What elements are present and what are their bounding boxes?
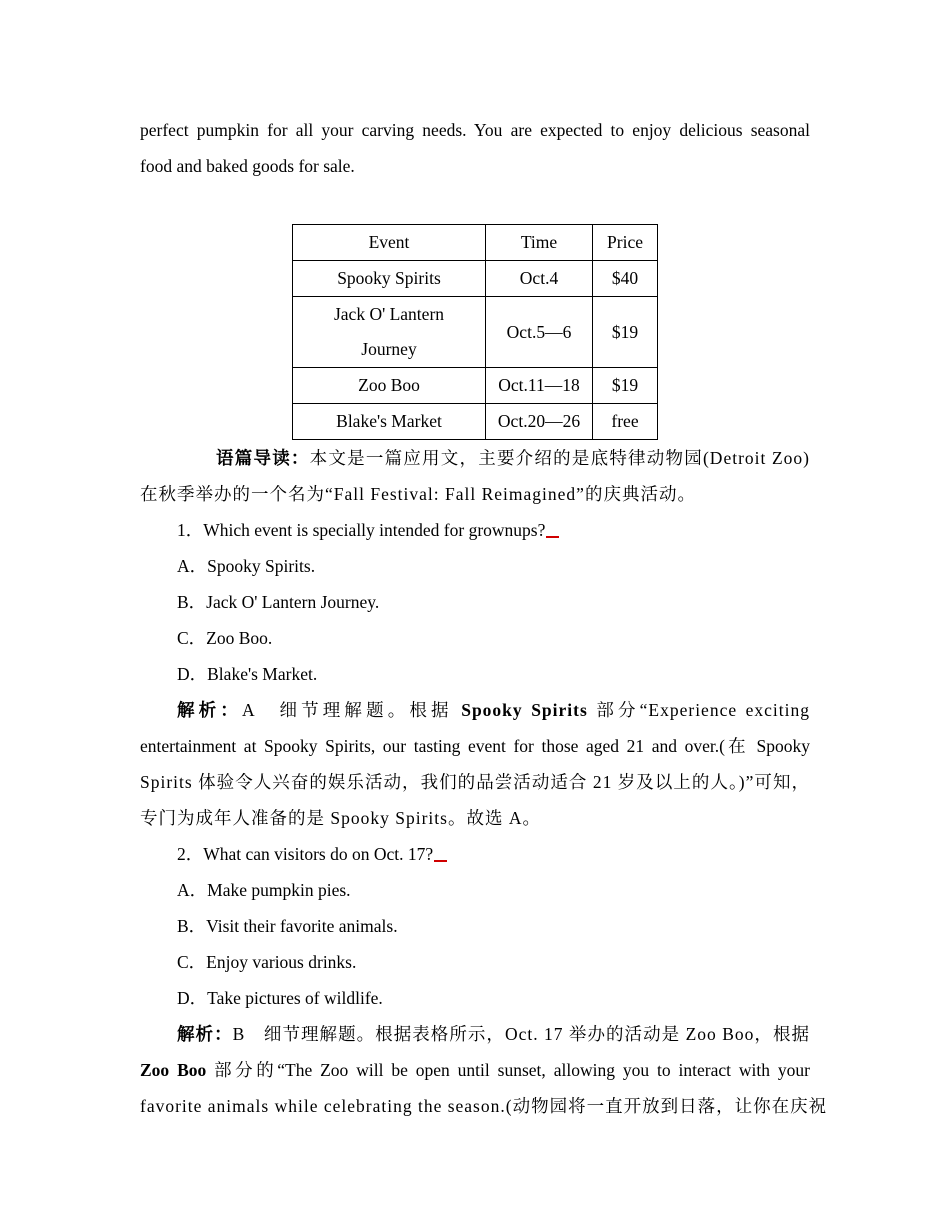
cell-event-line: Journey: [361, 339, 417, 359]
cell-price: $19: [593, 297, 658, 368]
header-event: Event: [293, 225, 486, 261]
cell-price: $19: [593, 368, 658, 404]
table-row: [293, 368, 658, 404]
table-row: [293, 297, 658, 368]
analysis-2-line-2: [140, 1052, 810, 1088]
answer-blank[interactable]: [546, 518, 559, 538]
analysis-1-text-a: A 细节理解题。根据: [241, 700, 453, 720]
option-a: A．Make pumpkin pies.: [177, 880, 351, 900]
option-a: A．Spooky Spirits.: [177, 556, 316, 576]
cell-event: Zoo Boo: [293, 368, 486, 404]
table-row: [293, 261, 658, 297]
question-1-stem: [140, 512, 810, 548]
cell-price: $40: [593, 261, 658, 297]
cell-time: Oct.4: [486, 261, 593, 297]
analysis-2-bold: Zoo Boo: [140, 1060, 207, 1080]
guide-text-1: 本文是一篇应用文，主要介绍的是底特律动物园(Detroit Zoo): [309, 448, 810, 468]
analysis-label: 解析：: [177, 700, 242, 720]
guide-line-1: [140, 440, 810, 476]
cell-time: Oct.11—18: [486, 368, 593, 404]
analysis-1-line-2: entertainment at Spooky Spirits, our tasting event for those aged 21 and over.(在 Spooky: [140, 736, 810, 756]
analysis-2-line-1: [140, 1016, 810, 1052]
analysis-2-text-b: 部分的“The Zoo will be open until sunset, allowing you to interact with your: [214, 1060, 810, 1080]
option-c: C．Zoo Boo.: [177, 628, 273, 648]
header-price: Price: [593, 225, 658, 261]
analysis-1-line-4: 专门为成年人准备的是 Spooky Spirits。故选 A。: [140, 808, 541, 828]
analysis-label: 解析：: [177, 1024, 233, 1044]
cell-event: Blake's Market: [293, 404, 486, 440]
analysis-1-text-b: 部分“Experience exciting: [596, 700, 811, 720]
option-b: B．Jack O' Lantern Journey.: [177, 592, 380, 612]
guide-line-2: 在秋季举办的一个名为“Fall Festival: Fall Reimagined”的庆典活动。: [140, 484, 696, 504]
analysis-2-line-3: favorite animals while celebrating the season.(动物园将一直开放到日落，让你在庆祝: [140, 1096, 828, 1116]
intro-line-2: food and baked goods for sale.: [140, 156, 355, 176]
question-1-text: 1．Which event is specially intended for grownups?: [177, 520, 546, 540]
events-table: [292, 224, 658, 440]
cell-time: Oct.20—26: [486, 404, 593, 440]
question-2-text: 2．What can visitors do on Oct. 17?: [177, 844, 434, 864]
table-row: [293, 404, 658, 440]
header-time: Time: [486, 225, 593, 261]
option-c: C．Enjoy various drinks.: [177, 952, 357, 972]
document-page: [140, 112, 828, 1124]
analysis-2-text-a: B 细节理解题。根据表格所示，Oct. 17 举办的活动是 Zoo Boo，根据: [232, 1024, 811, 1044]
answer-blank[interactable]: [434, 842, 447, 862]
analysis-1-line-3: Spirits 体验令人兴奋的娱乐活动，我们的品尝活动适合 21 岁及以上的人。)”可知，: [140, 772, 810, 792]
table-header-row: [293, 225, 658, 261]
cell-event: Spooky Spirits: [293, 261, 486, 297]
cell-event-line: Jack O' Lantern: [333, 304, 445, 324]
cell-price: free: [593, 404, 658, 440]
option-d: D．Blake's Market.: [177, 664, 318, 684]
intro-line-1: perfect pumpkin for all your carving needs. You are expected to enjoy delicious seasonal: [140, 120, 810, 140]
guide-label: 语篇导读：: [216, 448, 310, 468]
analysis-1-line-1: [140, 692, 810, 728]
analysis-1-bold: Spooky Spirits: [461, 700, 588, 720]
cell-event: [293, 297, 486, 368]
cell-time: Oct.5—6: [486, 297, 593, 368]
option-b: B．Visit their favorite animals.: [177, 916, 398, 936]
question-2-stem: [140, 836, 810, 872]
option-d: D．Take pictures of wildlife.: [177, 988, 383, 1008]
